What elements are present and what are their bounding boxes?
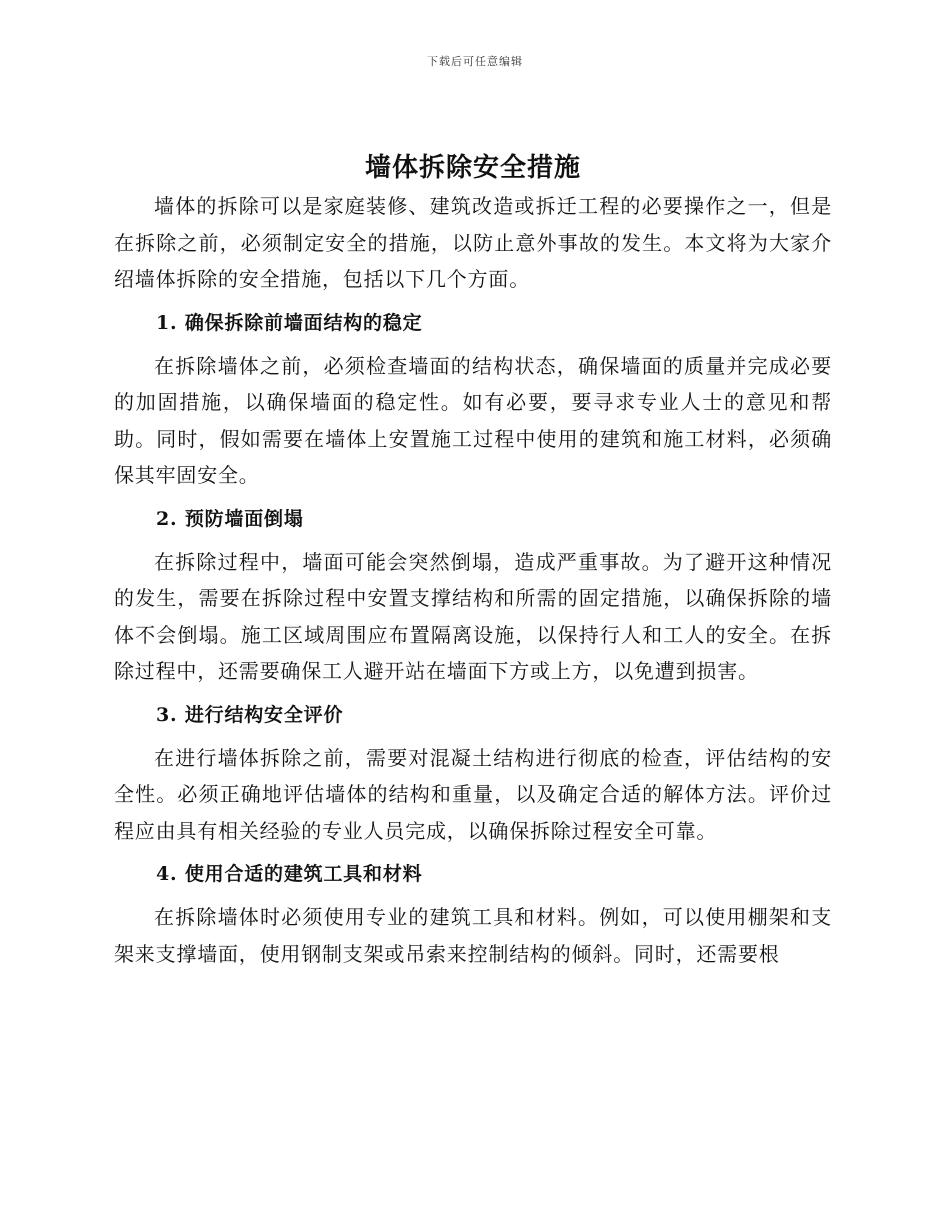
section-heading-3: 3. 进行结构安全评价 xyxy=(156,703,344,726)
section-body-2: 在拆除过程中，墙面可能会突然倒塌，造成严重事故。为了避开这种情况的发生，需要在拆除过程中安置支撑结构和所需的固定措施，以确保拆除的墙体不会倒塌。施工区域周围应布置隔离设施，以保持行人和工人的安全。在拆除过程中，还需要确保工人避开站在墙面下方或上方，以免遭到损害。 xyxy=(114,549,832,683)
header-note: 下载后可任意编辑 xyxy=(427,55,523,68)
document-body xyxy=(114,148,832,972)
section-body-1: 在拆除墙体之前，必须检查墙面的结构状态，确保墙面的质量并完成必要的加固措施，以确保墙面的稳定性。如有必要，要寻求专业人士的意见和帮助。同时，假如需要在墙体上安置施工过程中使用的建筑和施工材料，必须确保其牢固安全。 xyxy=(114,353,832,487)
page-title: 墙体拆除安全措施 xyxy=(364,153,581,183)
section-body-3: 在进行墙体拆除之前，需要对混凝土结构进行彻底的检查，评估结构的安全性。必须正确地评估墙体的结构和重量，以及确定合适的解体方法。评价过程应由具有相关经验的专业人员完成，以确保拆除过程安全可靠。 xyxy=(114,745,832,843)
section-heading-2: 2. 预防墙面倒塌 xyxy=(156,507,304,530)
section-body-4: 在拆除墙体时必须使用专业的建筑工具和材料。例如，可以使用棚架和支架来支撑墙面，使用钢制支架或吊索来控制结构的倾斜。同时，还需要根 xyxy=(114,905,832,966)
intro-paragraph: 墙体的拆除可以是家庭装修、建筑改造或拆迁工程的必要操作之一，但是在拆除之前，必须制定安全的措施，以防止意外事故的发生。本文将为大家介绍墙体拆除的安全措施，包括以下几个方面。 xyxy=(114,194,832,291)
section-heading-4: 4. 使用合适的建筑工具和材料 xyxy=(156,863,423,885)
section-heading-1: 1. 确保拆除前墙面结构的稳定 xyxy=(156,311,423,334)
